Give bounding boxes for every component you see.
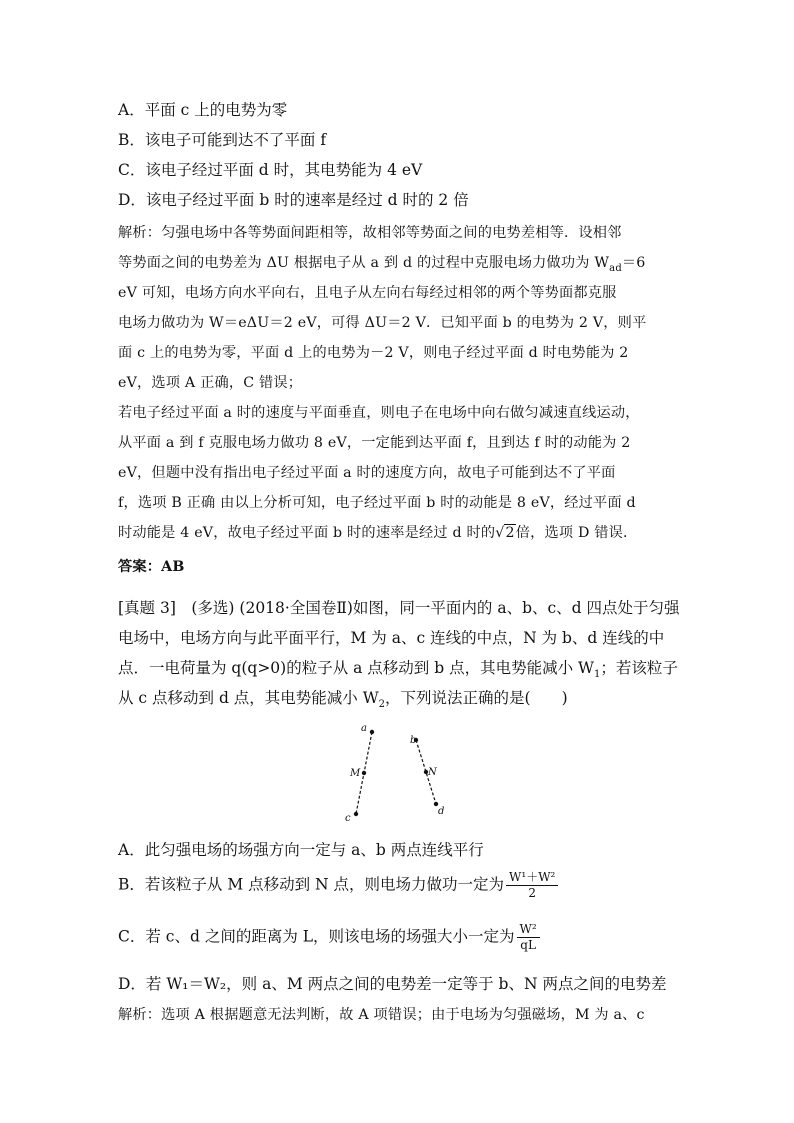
explanation-line: 若电子经过平面 a 时的速度与平面垂直，则电子在电场中向右做匀减速直线运动， [118, 405, 640, 421]
point-a [370, 730, 374, 734]
explanation-line: 解析：选项 A 根据题意无法判断，故 A 项错误；由于电场为匀强磁场，M 为 a、c [118, 1007, 645, 1023]
question-line: [真题 3] (多选) (2018·全国卷Ⅱ)如图，同一平面内的 a、b、c、d 四点处于匀强 [118, 599, 680, 617]
explanation-line [118, 522, 637, 542]
q3-option-d: D．若 W₁＝W₂，则 a、M 两点之间的电势差一定等于 b、N 两点之间的电势差 [118, 975, 667, 993]
label-d: d [438, 806, 445, 817]
label-a: a [361, 723, 367, 734]
q3-option-b: B．若该粒子从 M 点移动到 N 点，则电场力做功一定为 $\frac{\text{W¹＋W²}}{2}$ [118, 870, 558, 901]
question-line: 从 c 点移动到 d 点，其电势能减小 $W_2$，下列说法正确的是( ) [118, 689, 568, 711]
label-c: c [345, 813, 351, 824]
label-b: b [410, 735, 417, 746]
points-diagram [330, 720, 470, 830]
option-b: B．该电子可能到达不了平面 f [118, 131, 327, 149]
q3-option-a: A．此匀强电场的场强方向一定与 a、b 两点连线平行 [118, 841, 484, 859]
explanation-text: 倍，选项 D 错误． [515, 525, 638, 541]
point-m [362, 771, 366, 775]
fraction: $\frac{\text{W¹＋W²}}{2}$ [506, 870, 558, 901]
explanation-line: eV，选项 A 正确，C 错误； [118, 375, 303, 391]
label-m: M [350, 768, 361, 779]
explanation-line: 解析：匀强电场中各等势面间距相等，故相邻等势面之间的电势差相等．设相邻 [118, 225, 622, 241]
explanation-line: 从平面 a 到 f 克服电场力做功 8 eV，一定能到达平面 f，且到达 f 时的动能为 2 [118, 435, 631, 451]
question-line: 电场中，电场方向与此平面平行，M 为 a、c 连线的中点，N 为 b、d 连线的中 [118, 629, 665, 647]
explanation-text: ＝6 [621, 255, 646, 271]
label-n: N [428, 767, 437, 778]
explanation-line [118, 252, 646, 274]
question-line: 点．一电荷量为 q(q>0)的粒子从 a 点移动到 b 点，其电势能减小 $W_1$；若该粒子 [118, 659, 678, 681]
explanation-text: 等势面之间的电势差为 ΔU 根据电子从 a 到 d 的过程中克服电场力做功为 W [118, 255, 610, 271]
option-a: A．平面 c 上的电势为零 [118, 101, 288, 119]
subscript: ad [609, 262, 622, 274]
explanation-line: f，选项 B 正确 由以上分析可知，电子经过平面 b 时的动能是 8 eV，经过平面 d [118, 495, 636, 511]
explanation-line: 电场力做功为 W＝eΔU＝2 eV，可得 ΔU＝2 V．已知平面 b 的电势为 2 V，则平 [118, 315, 647, 331]
sqrt-symbol: √2 [495, 525, 515, 541]
explanation-line: eV，但题中没有指出电子经过平面 a 时的速度方向，故电子可能到达不了平面 [118, 465, 616, 481]
point-c [354, 812, 358, 816]
option-d: D．该电子经过平面 b 时的速率是经过 d 时的 2 倍 [118, 191, 469, 209]
fraction: $\frac{\text{W²}}{qL}$ [517, 922, 540, 953]
explanation-line: 面 c 上的电势为零，平面 d 上的电势为－2 V，则电子经过平面 d 时电势能为 2 [118, 345, 629, 361]
explanation-text: 时动能是 4 eV，故电子经过平面 b 时的速率是经过 d 时的 [118, 525, 496, 541]
explanation-line: eV 可知，电场方向水平向右，且电子从左向右每经过相邻的两个等势面都克服 [118, 285, 617, 301]
q3-option-c: C．若 c、d 之间的距离为 L，则该电场的场强大小一定为 $\frac{\text{W²}}{qL}$ [118, 922, 540, 953]
answer: 答案：AB [118, 559, 185, 575]
option-c: C．该电子经过平面 d 时，其电势能为 4 eV [118, 161, 423, 179]
